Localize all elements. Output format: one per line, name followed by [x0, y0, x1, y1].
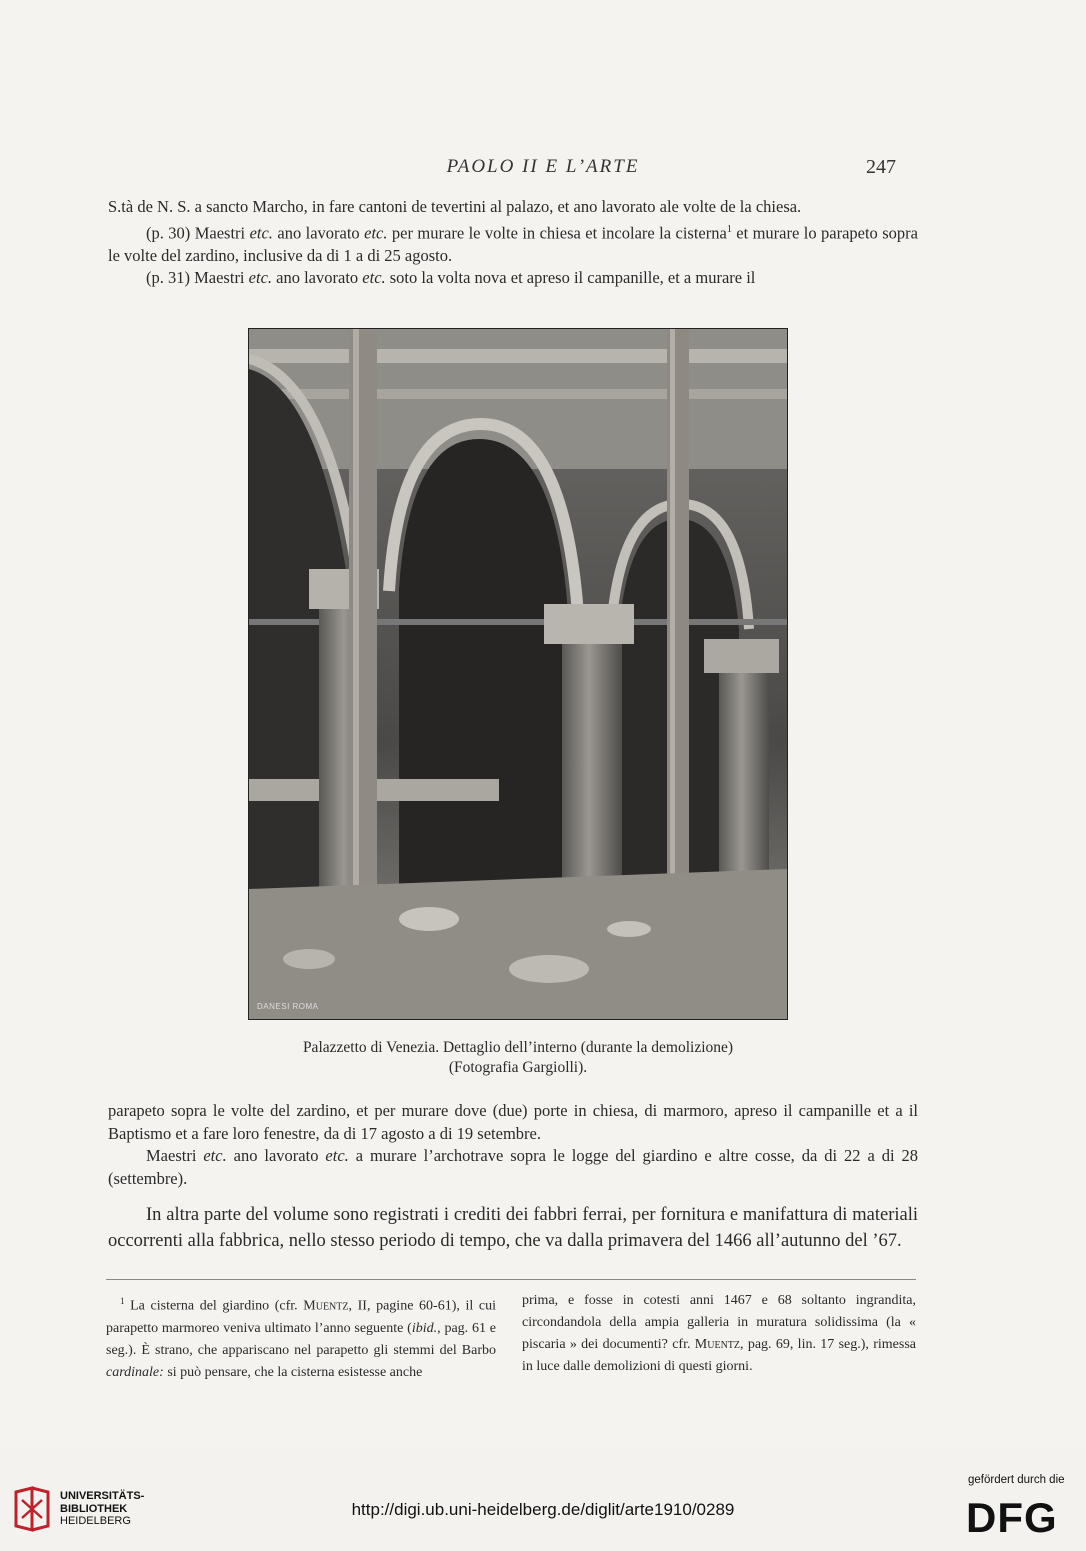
- paragraph-4: parapeto sopra le volte del zardino, et per murare dove (due) porte in chiesa, di marmoro, apreso il campanille et a il Baptismo et a fare loro fenestre, da di 17 agosto a di 19 setembre.: [108, 1101, 918, 1143]
- digitization-footer: [0, 1448, 1086, 1551]
- footnote-rule: [106, 1279, 916, 1280]
- footnote-marker: 1: [120, 1296, 125, 1306]
- university-library-name: UNIVERSITÄTS- BIBLIOTHEK HEIDELBERG: [60, 1490, 145, 1527]
- paragraph-1: S.tà de N. S. a sancto Marcho, in fare cantoni de tevertini al palazo, et ano lavorato ale volte de la chiesa.: [108, 197, 802, 216]
- paragraph-6: In altra parte del volume sono registrati i crediti dei fabbri ferrai, per fornitura e manifattura di materiali occorrenti alla fabbrica, nello stesso periodo di tempo, che va dalla primavera del 1466 all’autunno del ’67.: [108, 1205, 918, 1251]
- source-url-link[interactable]: http://digi.ub.uni-heidelberg.de/diglit/arte1910/0289: [351, 1500, 735, 1519]
- photo-illustration: [249, 329, 787, 1019]
- figure-caption: [200, 1038, 836, 1078]
- running-title: PAOLO II E L’ARTE: [446, 156, 640, 177]
- photograph-courtyard-arches: [248, 328, 788, 1020]
- paragraph-3: (p. 31) Maestri etc. ano lavorato etc. soto la volta nova et apreso il campanille, et a murare il: [146, 268, 756, 287]
- footnote-left-column: $^1$ La cisterna del giardino (cfr. Muentz, II, pagine 60-61), il cui parapetto marmoreo veniva ultimato l’anno seguente (ibid., pag. 61 e seg.). È strano, che appariscano nel parapetto gli stemmi del Barbo cardinale: si può pensare, che la cisterna esistesse anche: [106, 1296, 497, 1380]
- photo-stamp: DANESI ROMA: [257, 1002, 319, 1011]
- footnote-ref[interactable]: 1: [726, 223, 732, 235]
- footnote-right-column: prima, e fosse in cotesti anni 1467 e 68 soltanto ingrandita, circondandola della ampia galleria in muratura solidissima (la « piscaria » dei documenti? cfr. Muentz, pag. 69, lin. 17 seg.), rimessa in luce dalle demolizioni di questi giorni.: [522, 1293, 916, 1374]
- body-text-top: [108, 196, 918, 290]
- caption-line-2: (Fotografia Gargiolli).: [448, 1059, 588, 1076]
- funding-label: gefördert durch die: [968, 1474, 1065, 1486]
- page-number: 247: [866, 156, 896, 178]
- paragraph-5: Maestri etc. ano lavorato etc. a murare l’archotrave sopra le logge del giardino e altre cosse, da di 22 a di 28 (settembre).: [108, 1146, 918, 1188]
- caption-line-1: Palazzetto di Venezia. Dettaglio dell’interno (durante la demolizione): [302, 1039, 734, 1056]
- dfg-logo[interactable]: DFG: [966, 1494, 1058, 1541]
- body-text-bottom: [108, 1100, 918, 1254]
- paragraph-2: (p. 30) Maestri etc. ano lavorato etc. per murare le volte in chiesa et incolare la cisterna$^1$ et murare lo parapeto sopra le volte del zardino, inclusive da di 1 a di 25 agosto.: [108, 223, 918, 265]
